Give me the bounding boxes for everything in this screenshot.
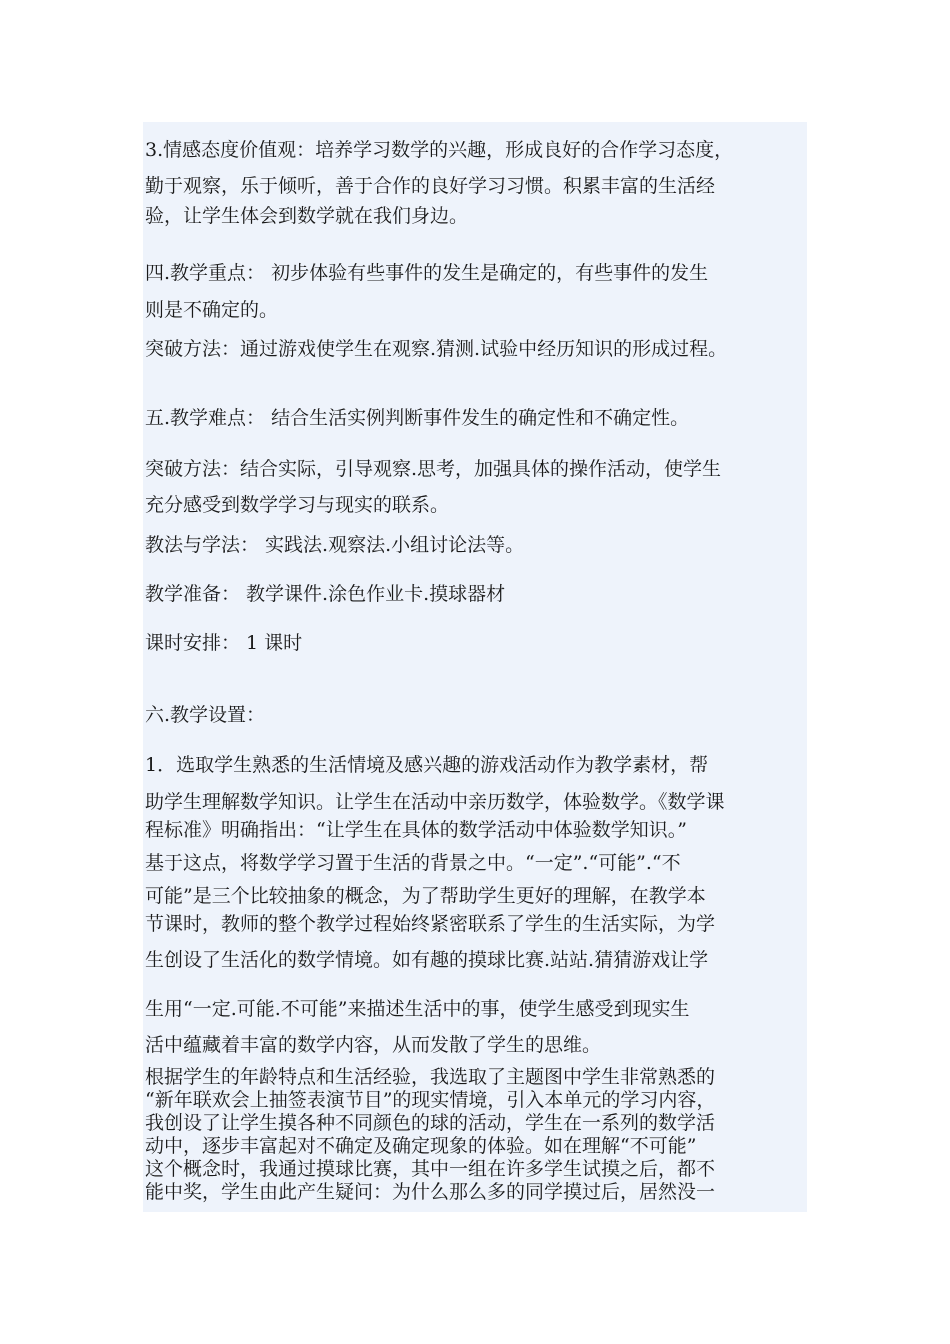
paragraph-preparation [145,584,845,604]
text-line: 验，让学生体会到数学就在我们身边。 [145,205,469,227]
text-line: 则是不确定的。 [145,299,279,321]
text-line: 助学生理解数学知识。让学生在活动中亲历数学，体验数学。《数学课 [145,791,725,813]
paragraph-emotional-goals [145,140,845,226]
section-heading-teaching-design [145,705,845,725]
text-line: 程标准》明确指出：“让学生在具体的数学活动中体验数学知识。” [145,819,687,841]
text-line: 四.教学重点： 初步体验有些事件的发生是确定的，有些事件的发生 [145,262,709,284]
text-line: “新年联欢会上抽签表演节目”的现实情境，引入本单元的学习内容， [145,1089,716,1111]
paragraph-design-explanation [145,1067,845,1202]
text-line: 这个概念时，我通过摸球比赛，其中一组在许多学生试摸之后，都不 [145,1158,716,1180]
text-line: 动中，逐步丰富起对不确定及确定现象的体验。如在理解“不可能” [145,1135,697,1157]
paragraph-schedule [145,633,845,653]
text-line: 突破方法：结合实际，引导观察.思考，加强具体的操作活动，使学生 [145,458,722,480]
text-line: 勤于观察，乐于倾听，善于合作的良好学习习惯。积累丰富的生活经 [145,175,716,197]
text-line: 突破方法：通过游戏使学生在观察.猜测.试验中经历知识的形成过程。 [145,338,728,360]
paragraph-teaching-focus [145,263,845,320]
text-line: 根据学生的年龄特点和生活经验，我选取了主题图中学生非常熟悉的 [145,1066,716,1088]
text-line: 我创设了让学生摸各种不同颜色的球的活动，学生在一系列的数学活 [145,1112,716,1134]
text-line: 1．选取学生熟悉的生活情境及感兴趣的游戏活动作为教学素材，帮 [145,754,709,776]
paragraph-focus-method [145,339,845,359]
paragraph-methods [145,535,845,555]
paragraph-difficulty-method [145,459,845,515]
text-line: 五.教学难点： 结合生活实例判断事件发生的确定性和不确定性。 [145,407,690,429]
text-line: 课时安排： 1 课时 [145,632,303,654]
text-line: 教学准备： 教学课件.涂色作业卡.摸球器材 [145,583,506,605]
paragraph-design-point-1 [145,755,845,1055]
text-line: 3.情感态度价值观：培养学习数学的兴趣，形成良好的合作学习态度， [145,139,734,161]
text-line: 基于这点，将数学学习置于生活的背景之中。“一定”.“可能”.“不 [145,852,681,874]
text-line: 教法与学法： 实践法.观察法.小组讨论法等。 [145,534,525,556]
text-line: 充分感受到数学学习与现实的联系。 [145,494,450,516]
paragraph-teaching-difficulty [145,408,845,428]
text-line: 六.教学设置： [145,704,266,726]
text-line: 活中蕴藏着丰富的数学内容，从而发散了学生的思维。 [145,1034,602,1056]
text-line: 生创设了生活化的数学情境。如有趣的摸球比赛.站站.猜猜游戏让学 [145,949,709,971]
text-line: 生用“一定.可能.不可能”来描述生活中的事，使学生感受到现实生 [145,998,690,1020]
text-line: 能中奖，学生由此产生疑问：为什么那么多的同学摸过后，居然没一 [145,1181,716,1203]
text-line: 可能”是三个比较抽象的概念，为了帮助学生更好的理解，在教学本 [145,885,706,907]
text-line: 节课时，教师的整个教学过程始终紧密联系了学生的生活实际，为学 [145,913,716,935]
